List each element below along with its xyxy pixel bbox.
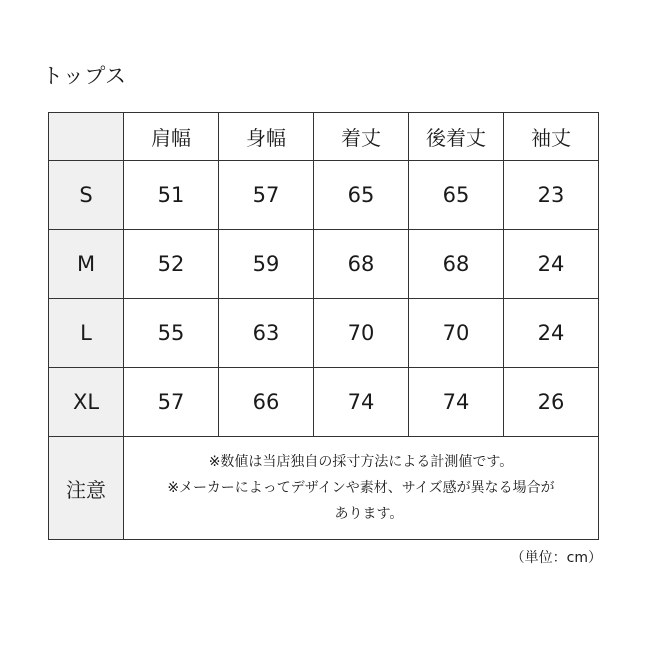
header-back-length: 後着丈: [409, 113, 504, 161]
table-cell: 70: [314, 299, 409, 368]
table-cell: 65: [409, 161, 504, 230]
table-cell: 59: [219, 230, 314, 299]
table-cell: 57: [219, 161, 314, 230]
header-sleeve-length: 袖丈: [504, 113, 599, 161]
note-label: 注意: [49, 437, 124, 540]
header-corner-cell: [49, 113, 124, 161]
table-header-row: [49, 113, 599, 161]
table-cell: 57: [124, 368, 219, 437]
note-line: ※数値は当店独自の採寸方法による計測値です。: [208, 454, 514, 470]
table-cell: 68: [409, 230, 504, 299]
table-cell: 51: [124, 161, 219, 230]
table-row: [49, 230, 599, 299]
table-cell: 52: [124, 230, 219, 299]
table-row: [49, 299, 599, 368]
table-cell: 70: [409, 299, 504, 368]
header-shoulder-width: 肩幅: [124, 113, 219, 161]
note-line: あります。: [334, 506, 404, 522]
header-length: 着丈: [314, 113, 409, 161]
table-cell: 24: [504, 299, 599, 368]
table-cell: 66: [219, 368, 314, 437]
table-row: [49, 368, 599, 437]
size-chart-table: [48, 112, 599, 540]
note-row: [49, 437, 599, 540]
size-label: XL: [49, 368, 124, 437]
table-cell: 26: [504, 368, 599, 437]
table-cell: 24: [504, 230, 599, 299]
table-cell: 74: [314, 368, 409, 437]
table-cell: 63: [219, 299, 314, 368]
note-content: [124, 437, 599, 540]
table-cell: 74: [409, 368, 504, 437]
table-cell: 55: [124, 299, 219, 368]
size-label: L: [49, 299, 124, 368]
table-cell: 23: [504, 161, 599, 230]
size-label: M: [49, 230, 124, 299]
table-cell: 68: [314, 230, 409, 299]
page-title: トップス: [42, 64, 127, 88]
size-label: S: [49, 161, 124, 230]
table-row: [49, 161, 599, 230]
table-cell: 65: [314, 161, 409, 230]
note-line: ※メーカーによってデザインや素材、サイズ感が異なる場合が: [167, 480, 555, 496]
header-body-width: 身幅: [219, 113, 314, 161]
unit-label: （単位：cm）: [510, 550, 602, 566]
